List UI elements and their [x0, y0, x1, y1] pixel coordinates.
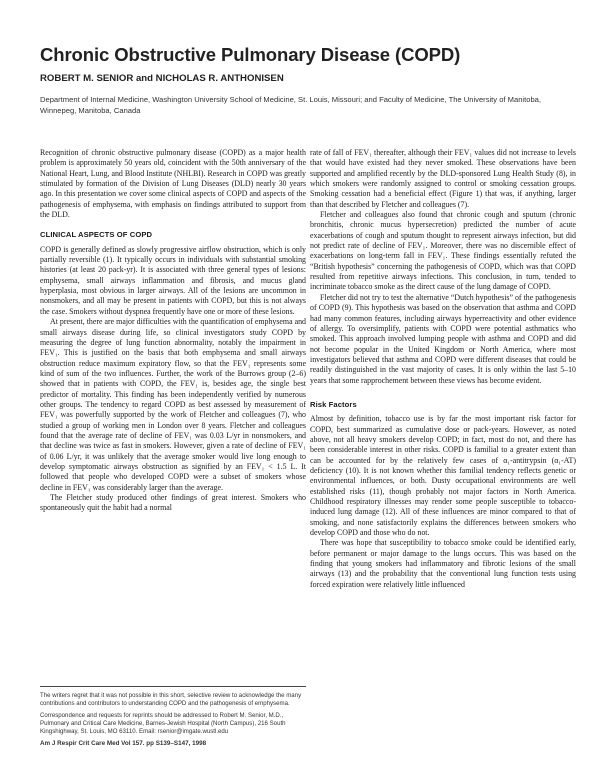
paragraph: Almost by definition, tobacco use is by far the most important risk factor for COPD, best summarized as cumulative dose or pack-years. However, as noted above, not all heavy smokers develop COPD; in fact, most do not, and there has been considerable interest in other risks. COPD is familial to a greater extent than can be accounted for by the relatively few cases of α₁-antitrypsin (α₁-AT) deficiency (10). It is not known whether this familial tendency reflects genetic or environmental influences, or both. Dusty occupational environments are well established risks (11), though probably not major factors in North America. Childhood respiratory illnesses may render some people susceptible to tobacco-induced lung damage (12). All of these influences are minor compared to that of smoking, and none satisfactorily explains the differences between smokers who develop COPD and those who do not.: [310, 414, 576, 538]
section-heading-clinical: CLINICAL ASPECTS OF COPD: [40, 230, 153, 240]
section-heading-risk-factors: Risk Factors: [310, 399, 357, 409]
author-line: ROBERT M. SENIOR and NICHOLAS R. ANTHONISEN: [40, 73, 284, 84]
footnote-correspondence: Correspondence and requests for reprints should be addressed to Robert M. Senior, M.D., Pulmonary and Critical Care Medicine, Barnes-Jewish Hospital (North Campus), 216 South Kingshighway, St. Louis, MO 63110. Email: rsenior@imgate.wustl.edu: [40, 712, 286, 735]
intro-paragraph: Recognition of chronic obstructive pulmonary disease (COPD) as a major health problem is approximately 50 years old, coincident with the 50th anniversary of the National Heart, Lung, and Blood Institute (NHLBI). Research in COPD was greatly stimulated by formation of the Division of Lung Diseases (DLD) nearly 30 years ago. In this presentation we cover some clinical aspects of COPD and aspects of the pathogenesis of emphysema, with emphasis on findings attributed to support from the DLD.: [40, 148, 306, 220]
paragraph: The Fletcher study produced other findings of great interest. Smokers who spontaneously quit the habit had a normal: [40, 493, 306, 513]
left-column: [40, 148, 306, 514]
right-column: [310, 148, 576, 590]
paragraph: COPD is generally defined as slowly progressive airflow obstruction, which is only partially reversible (1). It typically occurs in individuals with substantial smoking histories (at least 20 pack-yr). It is associated with three general types of lesions: emphysema, small airways inflammation and fibrosis, and mucus gland hyperplasia, most obvious in larger airways. All of the lesions are uncommon in nonsmokers, and all may be present in patients with COPD, but this is not always the case. Smokers without dyspnea frequently have one or more of these lesions.: [40, 244, 306, 316]
footnotes: [40, 686, 306, 752]
article-title: Chronic Obstructive Pulmonary Disease (COPD): [40, 44, 461, 65]
affiliation: Department of Internal Medicine, Washington University School of Medicine, St. Louis, Missouri; and Faculty of Medicine, The University of Manitoba, Winnepeg, Manitoba, Canada: [40, 95, 541, 115]
paragraph: There was hope that susceptibility to tobacco smoke could be identified early, before permanent or major damage to the lungs occurs. This was based on the finding that young smokers had inflammatory and fibrotic lesions of the small airways (13) and the probability that the conventional lung function tests using forced expiration were relatively little influenced: [310, 538, 576, 589]
footnote-rule: [40, 686, 306, 687]
paragraph: At present, there are major difficulties with the quantification of emphysema and small airways disease during life, so clinical investigators study COPD by measuring the degree of lung function abnormality, notably the impairment in FEV₁. This is justified on the basis that both emphysema and small airways obstruction reduce maximum expiratory flow, so that the FEV₁ represents some kind of sum of the two influences. Further, the work of the Burrows group (2–6) showed that in patients with COPD, the FEV₁ is, besides age, the single best predictor of mortality. This finding has been independently verified by numerous other groups. The tendency to regard COPD as best assessed by measurement of FEV₁ was powerfully supported by the work of Fletcher and colleagues (7), who studied a group of working men in London over 8 years. Fletcher and colleagues found that the average rate of decline of FEV₁ was 0.03 L/yr in nonsmokers, and that decline was twice as fast in smokers. However, given a rate of decline of FEV₁ of 0.06 L/yr, it was unlikely that the average smoker would live long enough to develop symptomatic airways obstruction as signified by an FEV₁ < 1.5 L. It followed that people who developed COPD were a subset of smokers whose decline in FEV₁ was considerably larger than the average.: [40, 317, 306, 492]
paragraph: rate of fall of FEV₁ thereafter, although their FEV₁ values did not increase to levels that would have existed had they never smoked. These observations have been supported and amplified recently by the DLD-sponsored Lung Health Study (8), in which smokers were randomly assigned to control or smoking cessation groups. Smoking cessation had a beneficial effect (Figure 1) that was, if anything, larger than that described by Fletcher and colleagues (7).: [310, 148, 576, 209]
paragraph: Fletcher did not try to test the alternative “Dutch hypothesis” of the pathogenesis of COPD (9). This hypothesis was based on the observation that asthma and COPD had many common features, including airways hyperreactivity and other evidence of allergy. To oversimplify, patients with COPD were potential asthmatics who smoked. This approach involved lumping people with asthma and COPD and did not become popular in the United Kingdom or North America, where most investigators believed that asthma and COPD were different diseases that could be readily distinguished in the vast majority of cases. It is only within the last 5–10 years that some rapprochement between these views has become evident.: [310, 292, 576, 385]
paragraph: Fletcher and colleagues also found that chronic cough and sputum (chronic bronchitis, chronic mucus hypersecretion) predicted the number of acute exacerbations of cough and sputum thought to represent airways infection, but did not predict rate of decline of FEV₁. Moreover, there was no discernible effect of exacerbations on long-term fall in FEV₁. These findings essentially refuted the “British hypothesis” concerning the pathogenesis of COPD, which was that COPD resulted from repetitive airways infections. This conclusion, in turn, tended to incriminate tobacco smoke as the direct cause of the lung damage of COPD.: [310, 210, 576, 292]
journal-citation: Am J Respir Crit Care Med Vol 157. pp S139–S147, 1998: [40, 740, 207, 747]
footnote-acknowledgment: The writers regret that it was not possible in this short, selective review to acknowledge the many contributions and contributors to understanding COPD and the pathogenesis of emphysema.: [40, 692, 302, 707]
